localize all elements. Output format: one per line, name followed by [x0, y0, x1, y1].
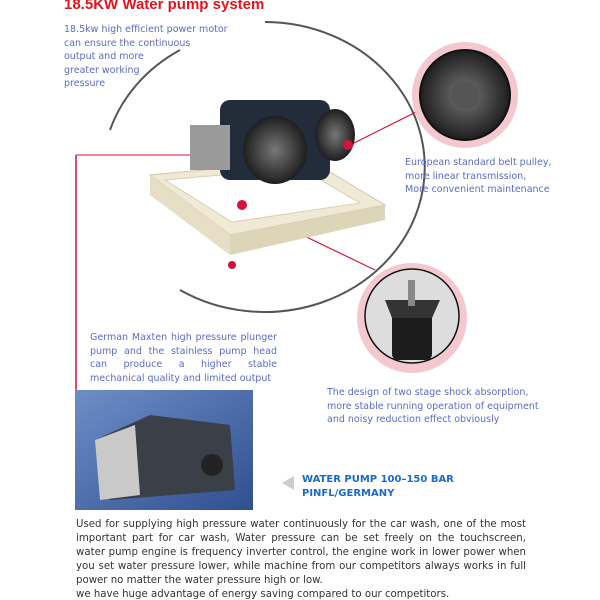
belt-pulley: [243, 116, 307, 184]
text-line: more linear transmission,: [405, 170, 527, 182]
text-line: pressure: [64, 78, 106, 89]
pointer-triangle-icon: [282, 476, 294, 490]
text-line: WATER PUMP 100–150 BAR: [302, 474, 454, 485]
text-line: More convenient maintenance: [405, 184, 550, 195]
pump-head-description: German Maxten high pressure plunger pump and the stainless pump head can produce a higher stable mechanical quality and limited output: [90, 332, 277, 384]
text-line: and noisy reduction effect obviously: [327, 414, 500, 425]
advantage-line: we have huge advantage of energy saving compared to our competitors.: [76, 589, 450, 600]
pump-head: [190, 125, 230, 170]
text-line: output and more: [64, 51, 144, 62]
motor-description: [64, 23, 228, 91]
pulley-description: [405, 156, 552, 197]
text-line: The design of two stage shock absorption,: [327, 387, 529, 398]
text-line: greater working: [64, 64, 140, 76]
text-line: PINFL/GERMANY: [302, 488, 395, 499]
shock-description: [327, 386, 539, 427]
page-title: 18.5KW Water pump system: [64, 0, 265, 13]
description-paragraph: Used for supplying high pressure water continuously for the car wash, one of the most important part for car wash, Water pressure can be set freely on the touchscreen, water pump engine is frequency inverter control, the engine work in lower power when you set water pressure lower, while machine from our competitors always works in full power no matter the water pressure high or low.: [76, 519, 526, 586]
text-line: can ensure the continuous: [64, 37, 191, 49]
text-line: more stable running operation of equipment: [327, 400, 539, 412]
pump-label: [302, 473, 454, 501]
text-line: European standard belt pulley,: [405, 157, 552, 168]
product-description: [76, 518, 526, 600]
text-line: 18.5kw high efficient power motor: [64, 24, 228, 35]
